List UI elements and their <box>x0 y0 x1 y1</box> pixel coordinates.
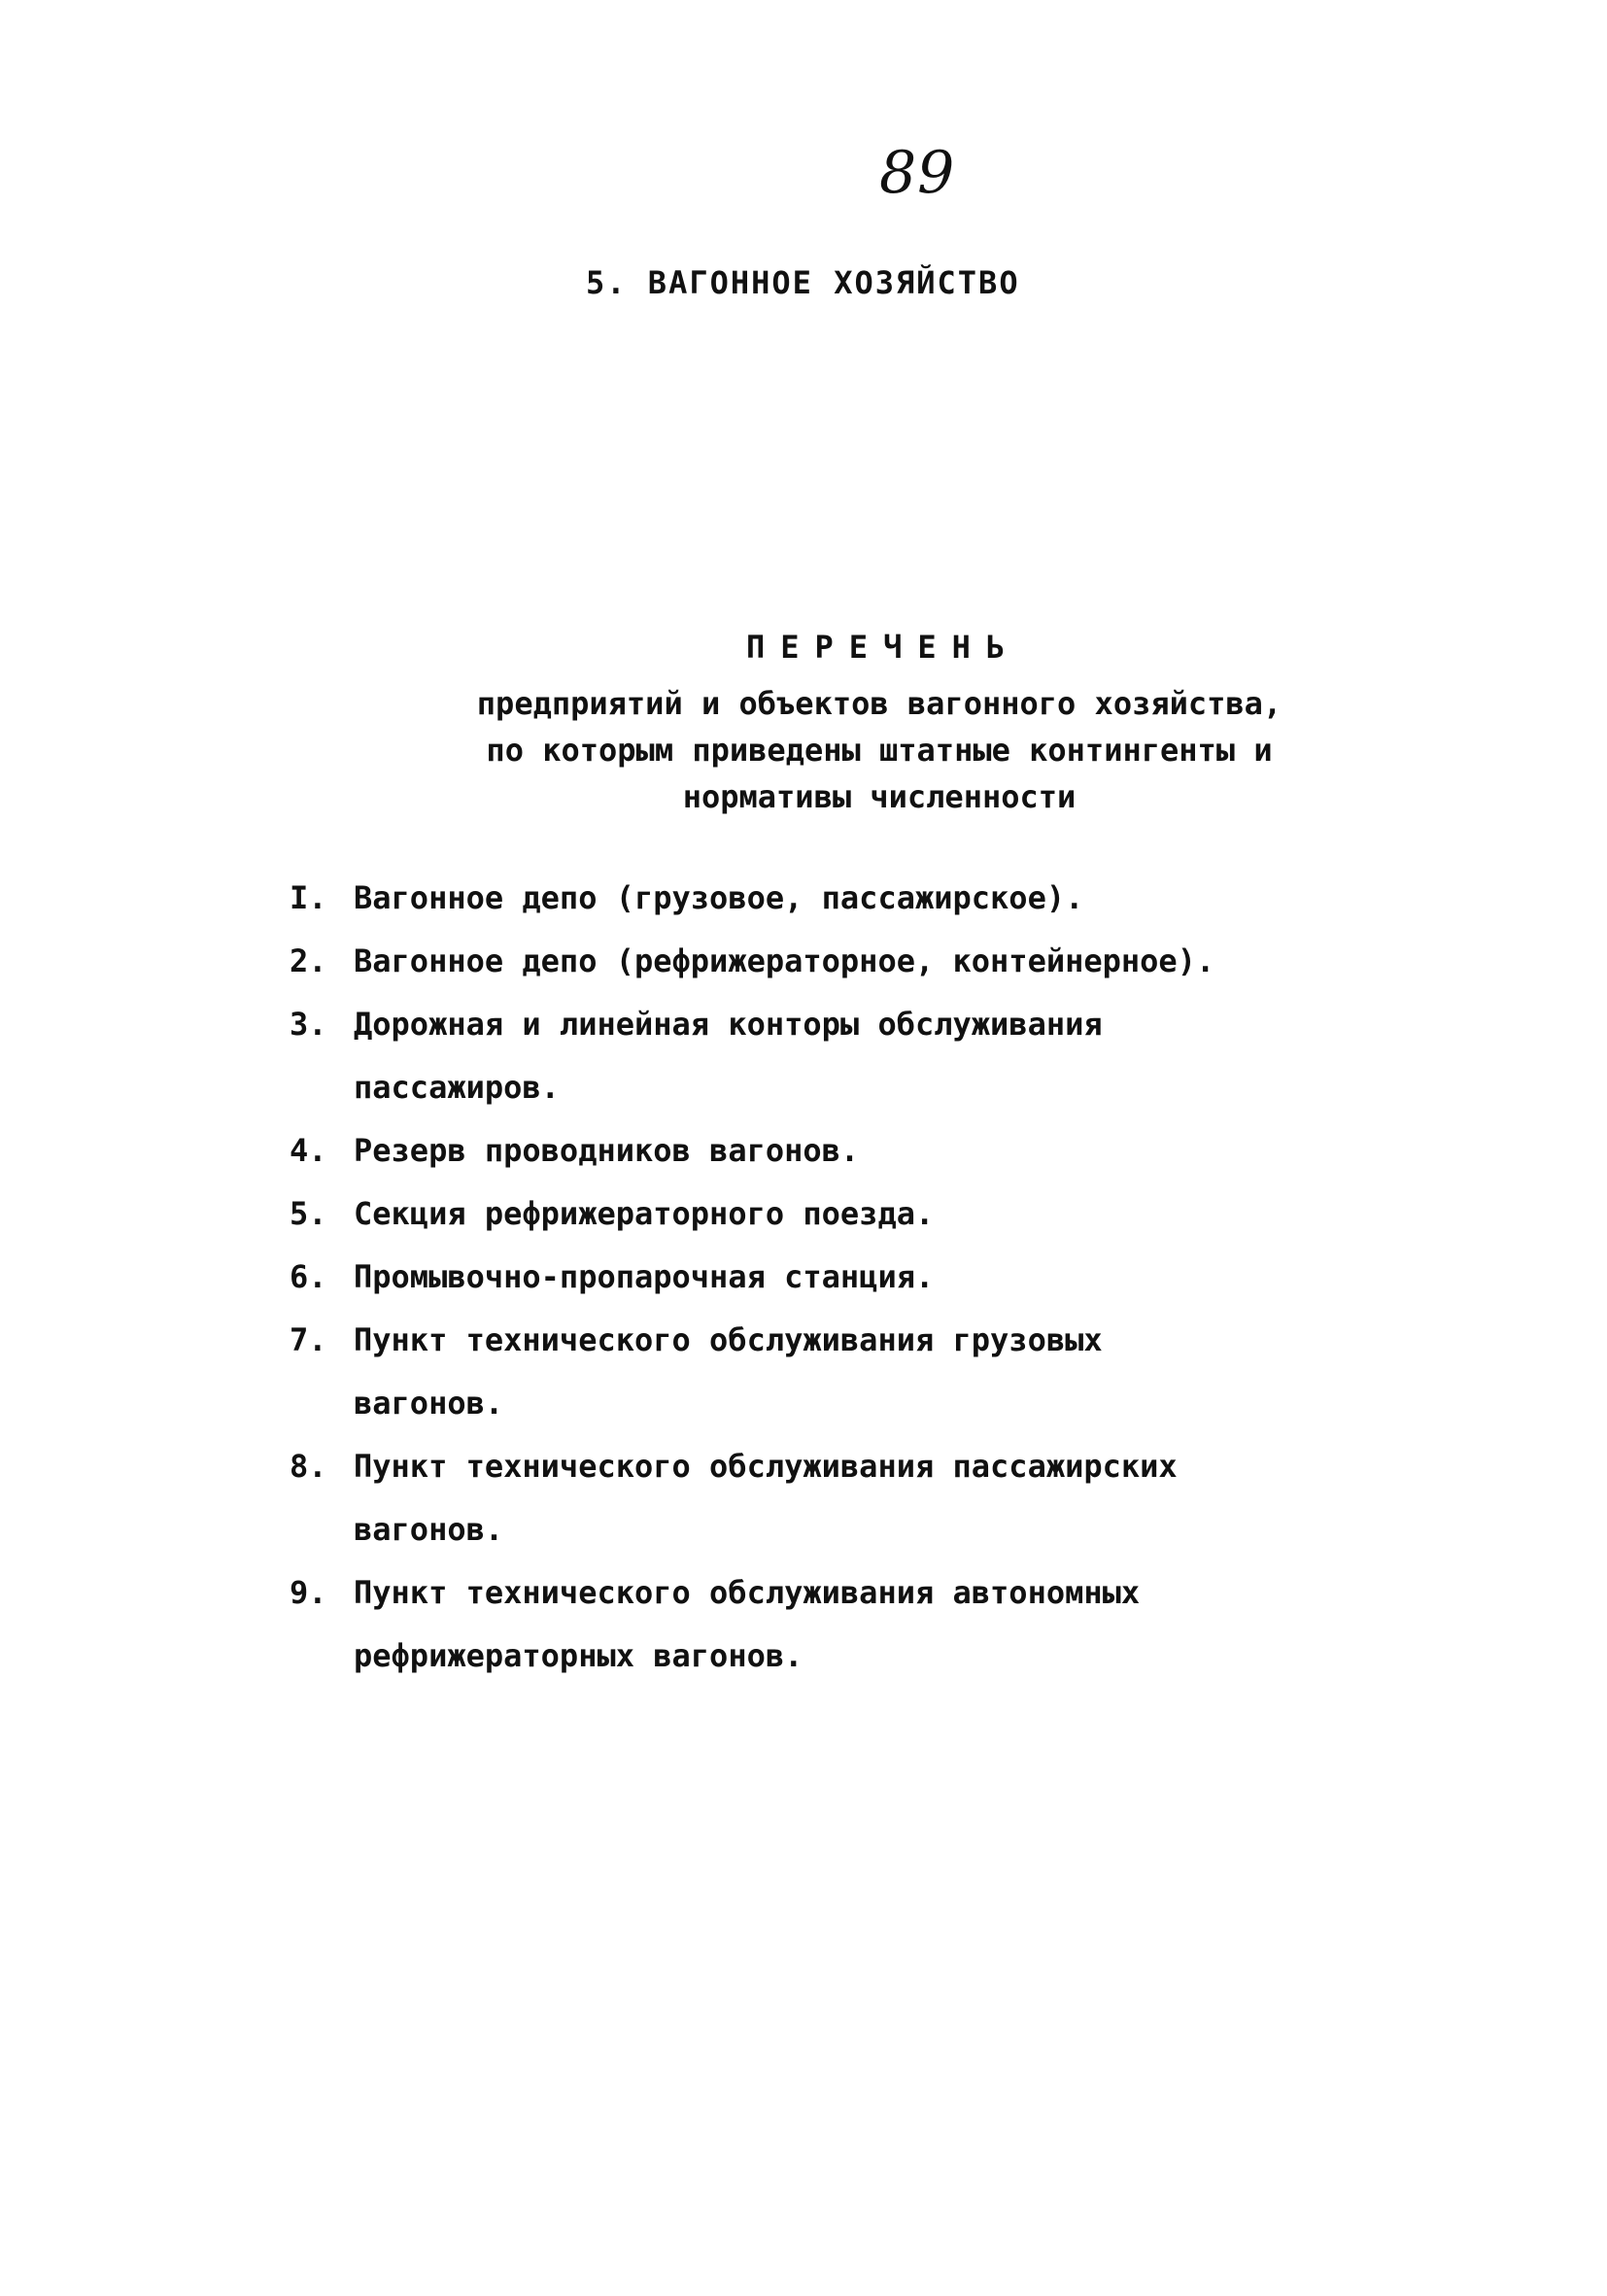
list-item <box>290 867 1358 930</box>
item-text: Дорожная и линейная конторы обслуживания пассажиров. <box>354 1006 1103 1106</box>
subtitle-line: предприятий и объектов вагонного хозяйства, <box>476 685 1282 722</box>
item-number: 3. <box>290 1006 327 1043</box>
list-item <box>290 1182 1358 1246</box>
item-text: Секция рефрижераторного поезда. <box>354 1195 935 1232</box>
list-item <box>290 1435 1358 1561</box>
list-heading: ПЕРЕЧЕНЬ <box>746 629 1021 666</box>
item-number: 8. <box>290 1448 327 1485</box>
item-text: Пункт технического обслуживания автономных рефрижераторных вагонов. <box>354 1574 1141 1674</box>
list-item <box>290 930 1358 993</box>
item-number: I. <box>290 879 327 916</box>
item-text: Вагонное депо (рефрижераторное, контейнерное). <box>354 942 1215 979</box>
item-text: Пункт технического обслуживания пассажирских вагонов. <box>354 1448 1178 1548</box>
item-text: Промывочно-пропарочная станция. <box>354 1258 935 1295</box>
subtitle-line: нормативы численности <box>682 778 1077 815</box>
item-number: 7. <box>290 1321 327 1358</box>
list-subtitle <box>447 680 1312 820</box>
item-text: Пункт технического обслуживания грузовых вагонов. <box>354 1321 1103 1422</box>
enterprise-list <box>290 867 1358 1688</box>
item-text: Резерв проводников вагонов. <box>354 1132 860 1169</box>
subtitle-line: по которым приведены штатные контингенты и <box>486 732 1273 769</box>
item-number: 4. <box>290 1132 327 1169</box>
list-item <box>290 1309 1358 1435</box>
list-item <box>290 993 1358 1119</box>
item-text: Вагонное депо (грузовое, пассажирское). <box>354 879 1084 916</box>
item-number: 2. <box>290 942 327 979</box>
section-title: 5. ВАГОННОЕ ХОЗЯЙСТВО <box>586 264 1020 301</box>
list-item <box>290 1119 1358 1182</box>
list-item <box>290 1246 1358 1309</box>
item-number: 6. <box>290 1258 327 1295</box>
list-item <box>290 1561 1358 1688</box>
item-number: 9. <box>290 1574 327 1611</box>
item-number: 5. <box>290 1195 327 1232</box>
page-number: 89 <box>879 139 956 207</box>
